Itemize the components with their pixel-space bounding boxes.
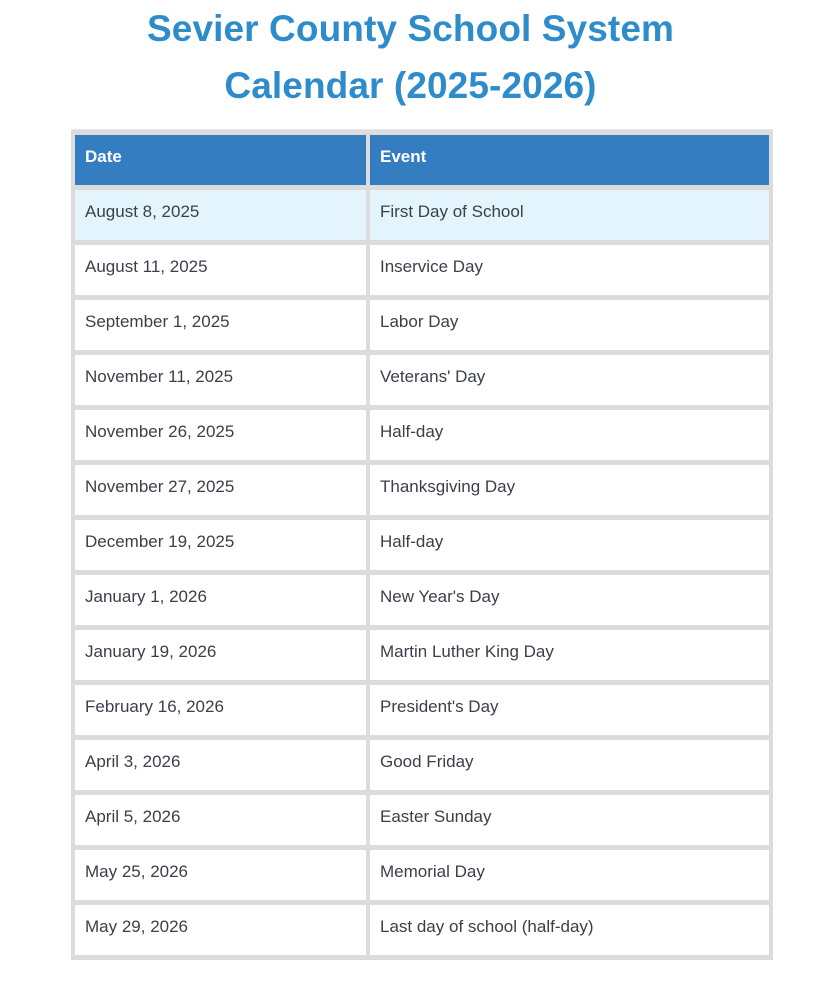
event-cell: Memorial Day <box>370 850 769 900</box>
event-cell: Good Friday <box>370 740 769 790</box>
date-cell: August 11, 2025 <box>75 245 366 295</box>
date-cell: December 19, 2025 <box>75 520 366 570</box>
event-cell: Half-day <box>370 520 769 570</box>
date-cell: February 16, 2026 <box>75 685 366 735</box>
date-cell: November 11, 2025 <box>75 355 366 405</box>
table-row <box>75 465 769 515</box>
page-title <box>0 0 821 114</box>
calendar-table <box>71 130 773 960</box>
table-row <box>75 520 769 570</box>
date-cell: April 3, 2026 <box>75 740 366 790</box>
table-row <box>75 630 769 680</box>
calendar-table-frame <box>71 129 773 960</box>
date-cell: April 5, 2026 <box>75 795 366 845</box>
table-row <box>75 850 769 900</box>
event-cell: Martin Luther King Day <box>370 630 769 680</box>
event-cell: Inservice Day <box>370 245 769 295</box>
event-cell: Labor Day <box>370 300 769 350</box>
table-row <box>75 685 769 735</box>
date-cell: November 27, 2025 <box>75 465 366 515</box>
date-cell: August 8, 2025 <box>75 190 366 240</box>
event-cell: Thanksgiving Day <box>370 465 769 515</box>
table-row <box>75 410 769 460</box>
event-cell: Half-day <box>370 410 769 460</box>
table-row <box>75 355 769 405</box>
date-cell: May 29, 2026 <box>75 905 366 955</box>
date-cell: May 25, 2026 <box>75 850 366 900</box>
column-header-event: Event <box>370 135 769 185</box>
column-header-date: Date <box>75 135 366 185</box>
date-cell: September 1, 2025 <box>75 300 366 350</box>
table-row <box>75 300 769 350</box>
date-cell: January 19, 2026 <box>75 630 366 680</box>
table-row <box>75 740 769 790</box>
event-cell: Easter Sunday <box>370 795 769 845</box>
page-title-line-2: Calendar (2025-2026) <box>224 65 597 106</box>
table-row <box>75 190 769 240</box>
table-row <box>75 575 769 625</box>
event-cell: Veterans' Day <box>370 355 769 405</box>
table-row <box>75 245 769 295</box>
page-title-line-1: Sevier County School System <box>146 8 675 49</box>
event-cell: President's Day <box>370 685 769 735</box>
calendar-table-body <box>75 190 769 955</box>
event-cell: First Day of School <box>370 190 769 240</box>
table-row <box>75 905 769 955</box>
date-cell: November 26, 2025 <box>75 410 366 460</box>
date-cell: January 1, 2026 <box>75 575 366 625</box>
table-row <box>75 795 769 845</box>
event-cell: Last day of school (half-day) <box>370 905 769 955</box>
event-cell: New Year's Day <box>370 575 769 625</box>
table-header-row <box>75 135 769 185</box>
